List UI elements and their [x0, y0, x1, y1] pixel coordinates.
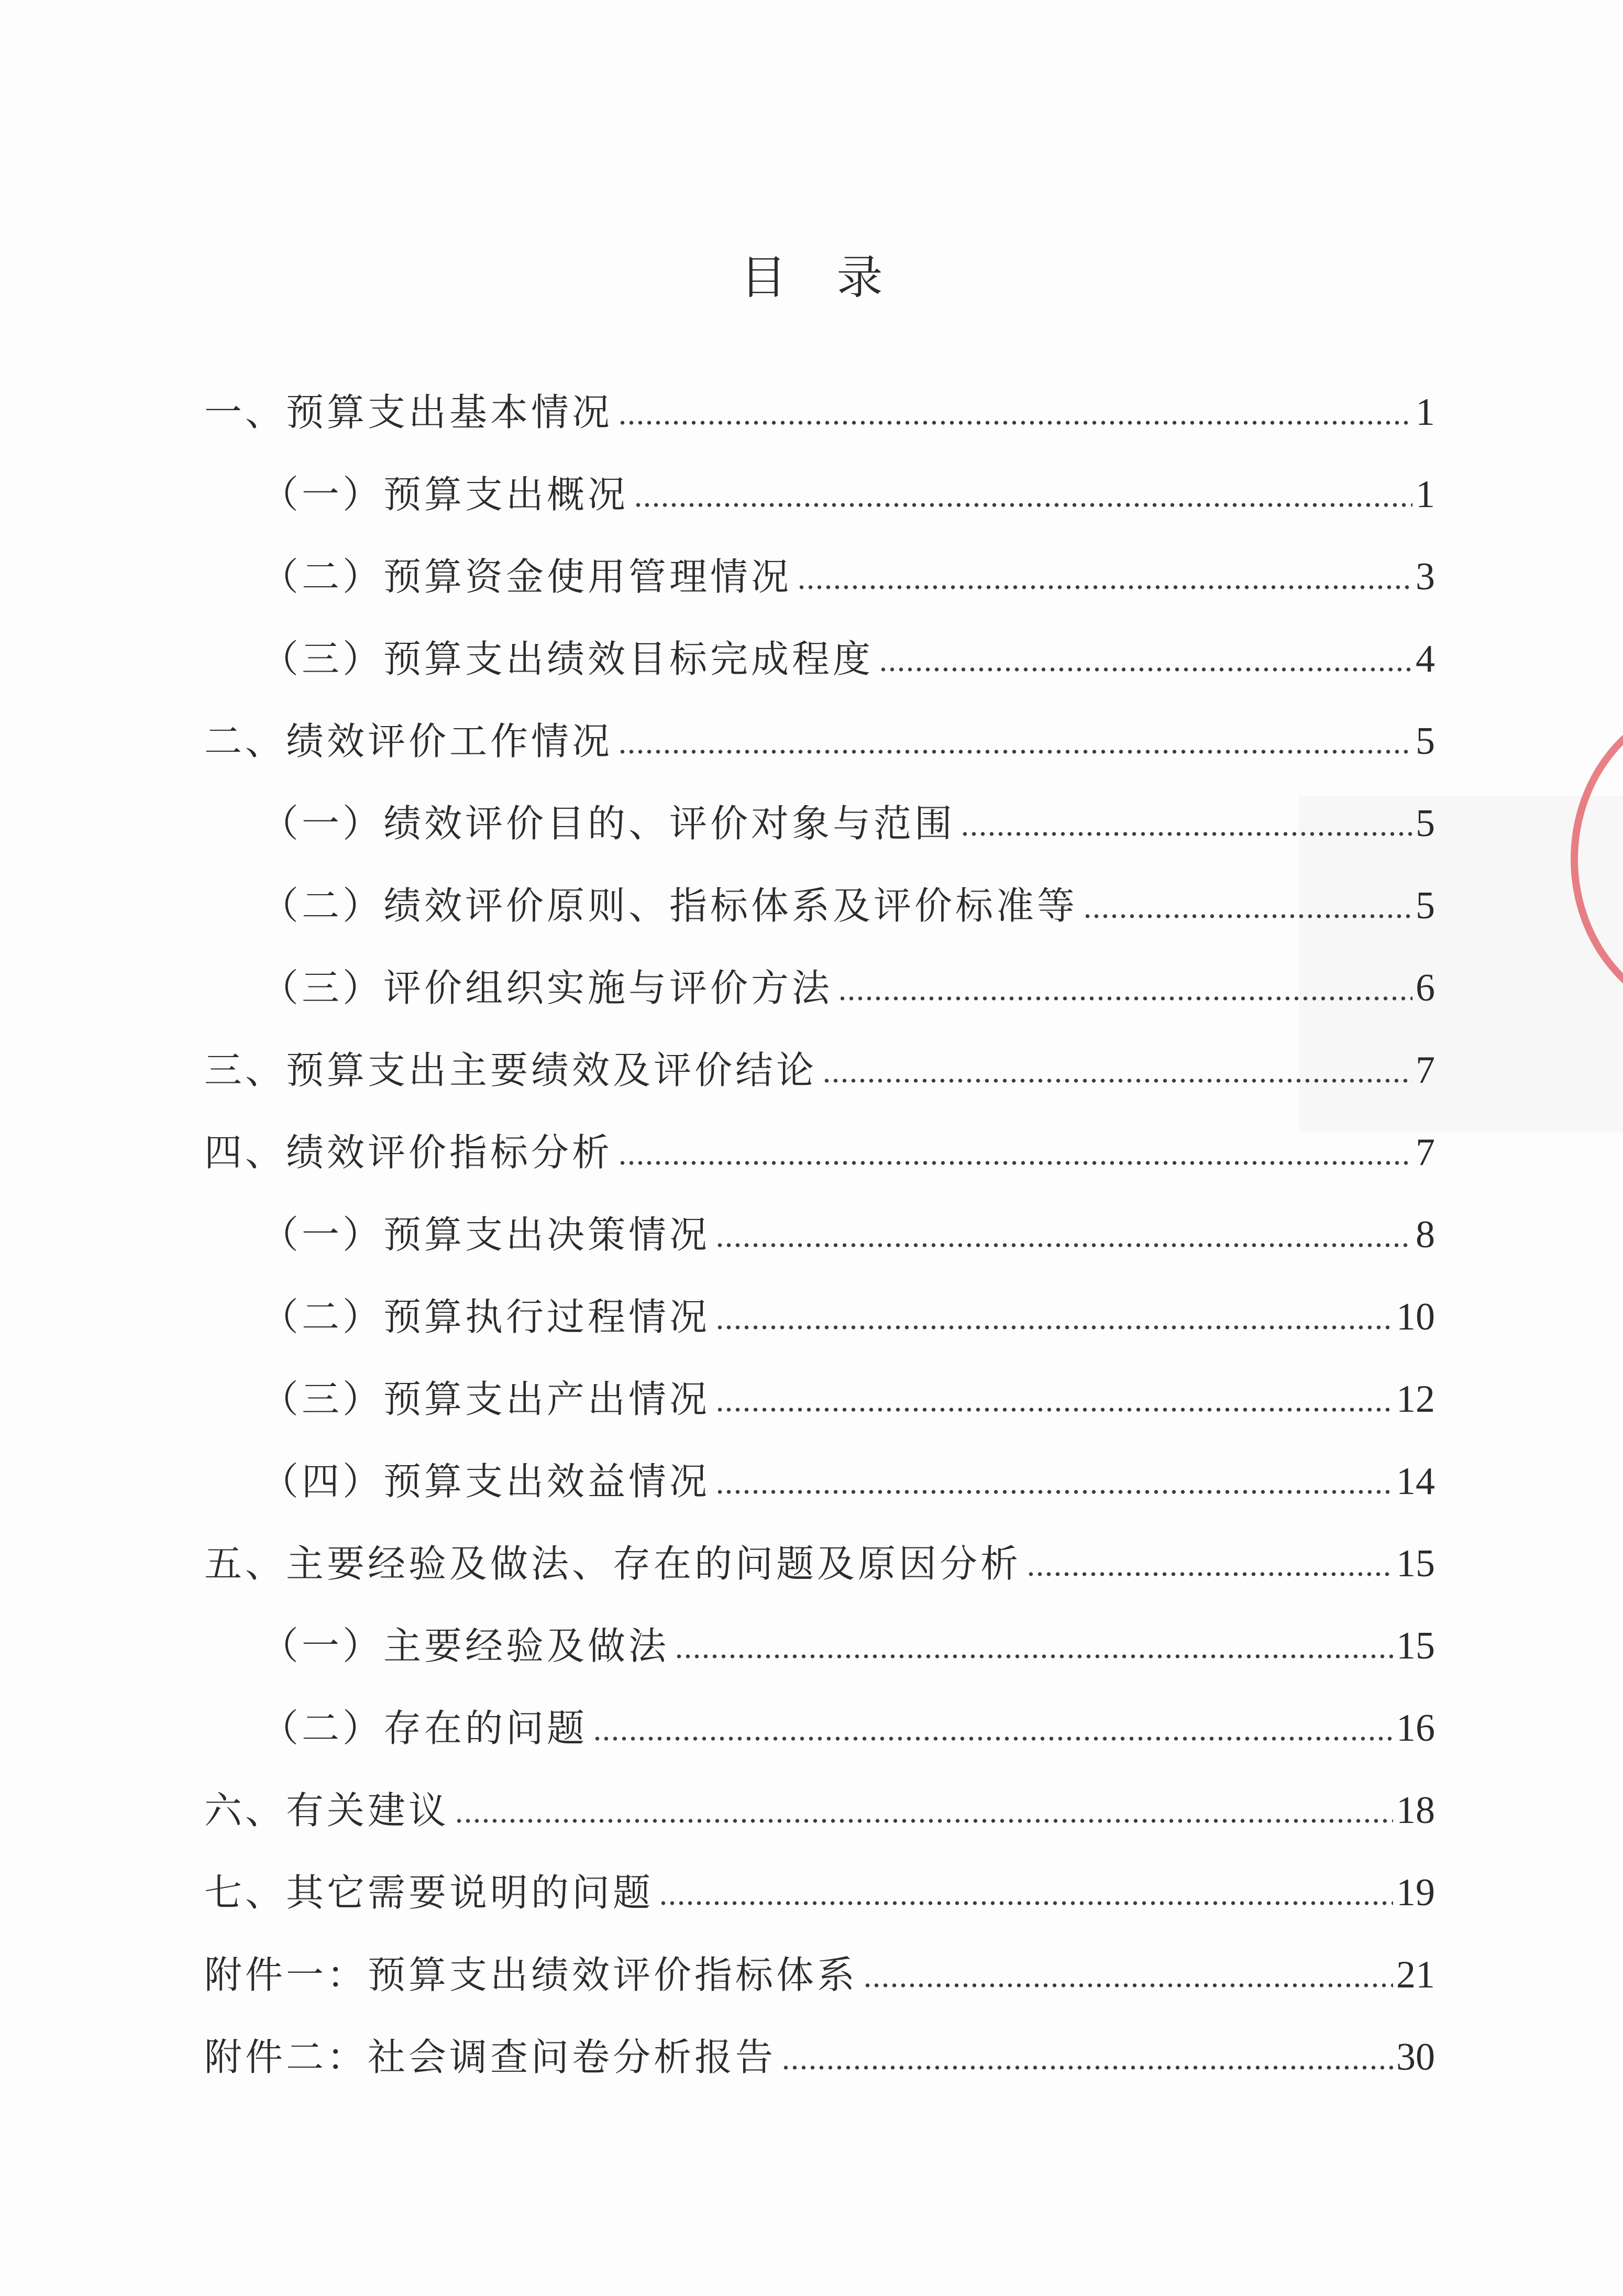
- toc-dot-leader: [838, 992, 1412, 1005]
- page-title: 目 录: [740, 250, 901, 304]
- toc-page-number: 30: [1396, 2036, 1435, 2079]
- toc-entry[interactable]: [204, 1837, 1435, 1919]
- toc-dot-leader: [455, 1815, 1393, 1827]
- toc-dot-leader: [618, 416, 1412, 429]
- toc-entry-label: （一）预算支出概况: [261, 473, 629, 517]
- toc-dot-leader: [634, 499, 1412, 511]
- toc-page-number: 14: [1396, 1460, 1435, 1503]
- toc-dot-leader: [675, 1650, 1393, 1663]
- toc-entry[interactable]: [204, 1672, 1435, 1754]
- toc-dot-leader: [797, 581, 1412, 594]
- toc-entry-label: （二）预算资金使用管理情况: [261, 555, 792, 599]
- toc-page-number: 6: [1416, 966, 1435, 1009]
- toc-page-number: 15: [1396, 1542, 1435, 1585]
- toc-dot-leader: [618, 745, 1412, 758]
- toc-dot-leader: [863, 1979, 1393, 1992]
- toc-page-number: 1: [1416, 473, 1435, 516]
- toc-entry-label: 五、主要经验及做法、存在的问题及原因分析: [204, 1542, 1022, 1586]
- toc-dot-leader: [715, 1403, 1393, 1416]
- toc-entry-label: （三）预算支出绩效目标完成程度: [261, 637, 874, 681]
- toc-entry[interactable]: [204, 850, 1435, 932]
- toc-entry-label: 七、其它需要说明的问题: [204, 1871, 654, 1915]
- toc-entry-label: 三、预算支出主要绩效及评价结论: [204, 1048, 818, 1092]
- toc-entry[interactable]: [204, 603, 1435, 685]
- toc-entry-label: 六、有关建议: [204, 1788, 450, 1832]
- toc-entry[interactable]: [204, 1343, 1435, 1425]
- toc-entry-label: （一）绩效评价目的、评价对象与范围: [261, 801, 956, 845]
- toc-entry[interactable]: [204, 1508, 1435, 1590]
- toc-entry-label: 附件二：社会调查问卷分析报告: [204, 2035, 777, 2079]
- toc-page-number: 1: [1416, 391, 1435, 434]
- toc-dot-leader: [715, 1486, 1393, 1498]
- official-seal-stamp: [1571, 697, 1623, 1021]
- toc-dot-leader: [879, 663, 1412, 676]
- toc-entry-label: （二）绩效评价原则、指标体系及评价标准等: [261, 884, 1078, 928]
- toc-dot-leader: [960, 828, 1412, 840]
- toc-entry-label: （一）预算支出决策情况: [261, 1213, 711, 1257]
- toc-page-number: 7: [1416, 1131, 1435, 1174]
- toc-entry[interactable]: [204, 1754, 1435, 1837]
- toc-dot-leader: [822, 1074, 1412, 1087]
- toc-page-number: 12: [1396, 1378, 1435, 1421]
- toc-entry[interactable]: [204, 1590, 1435, 1672]
- toc-entry-label: 四、绩效评价指标分析: [204, 1130, 613, 1174]
- toc-entry[interactable]: [204, 1261, 1435, 1343]
- toc-entry[interactable]: [204, 767, 1435, 850]
- toc-page-number: 19: [1396, 1871, 1435, 1914]
- toc-entry[interactable]: [204, 1919, 1435, 2001]
- toc-entry[interactable]: [204, 521, 1435, 603]
- toc-entry[interactable]: [204, 1179, 1435, 1261]
- toc-entry-label: 一、预算支出基本情况: [204, 390, 613, 434]
- toc-page-number: 10: [1396, 1295, 1435, 1338]
- toc-page-number: 8: [1416, 1213, 1435, 1256]
- toc-page-number: 21: [1396, 1953, 1435, 1996]
- toc-entry-label: （一）主要经验及做法: [261, 1624, 670, 1668]
- toc-entry-label: 附件一：预算支出绩效评价指标体系: [204, 1953, 858, 1997]
- toc-dot-leader: [715, 1239, 1412, 1251]
- toc-dot-leader: [593, 1732, 1393, 1745]
- toc-entry-label: （三）评价组织实施与评价方法: [261, 966, 833, 1010]
- toc-entry-label: （二）存在的问题: [261, 1706, 588, 1750]
- toc-entry[interactable]: [204, 685, 1435, 767]
- toc-page-number: 3: [1416, 555, 1435, 598]
- toc-page-number: 5: [1416, 720, 1435, 763]
- toc-entry[interactable]: [204, 1014, 1435, 1096]
- toc-dot-leader: [618, 1157, 1412, 1169]
- toc-page-number: 4: [1416, 638, 1435, 680]
- toc-dot-leader: [1026, 1568, 1393, 1580]
- toc-entry[interactable]: [204, 932, 1435, 1014]
- toc-dot-leader: [715, 1321, 1393, 1334]
- toc-entry-label: （三）预算支出产出情况: [261, 1377, 711, 1421]
- toc-page-number: 15: [1396, 1624, 1435, 1667]
- toc-page-number: 5: [1416, 884, 1435, 927]
- toc-page-number: 18: [1396, 1789, 1435, 1832]
- toc-entry-label: （二）预算执行过程情况: [261, 1295, 711, 1339]
- table-of-contents: [204, 356, 1435, 2083]
- toc-entry[interactable]: [204, 356, 1435, 438]
- toc-page-number: 16: [1396, 1707, 1435, 1750]
- toc-page-number: 7: [1416, 1049, 1435, 1092]
- seal-ring: [1571, 697, 1623, 1021]
- toc-entry-label: 二、绩效评价工作情况: [204, 719, 613, 763]
- toc-entry-label: （四）预算支出效益情况: [261, 1459, 711, 1503]
- toc-entry[interactable]: [204, 2001, 1435, 2083]
- toc-entry[interactable]: [204, 1425, 1435, 1508]
- toc-entry[interactable]: [204, 1096, 1435, 1179]
- toc-dot-leader: [781, 2061, 1393, 2074]
- toc-entry[interactable]: [204, 438, 1435, 521]
- toc-dot-leader: [659, 1897, 1393, 1909]
- toc-dot-leader: [1083, 910, 1412, 922]
- toc-page-number: 5: [1416, 802, 1435, 845]
